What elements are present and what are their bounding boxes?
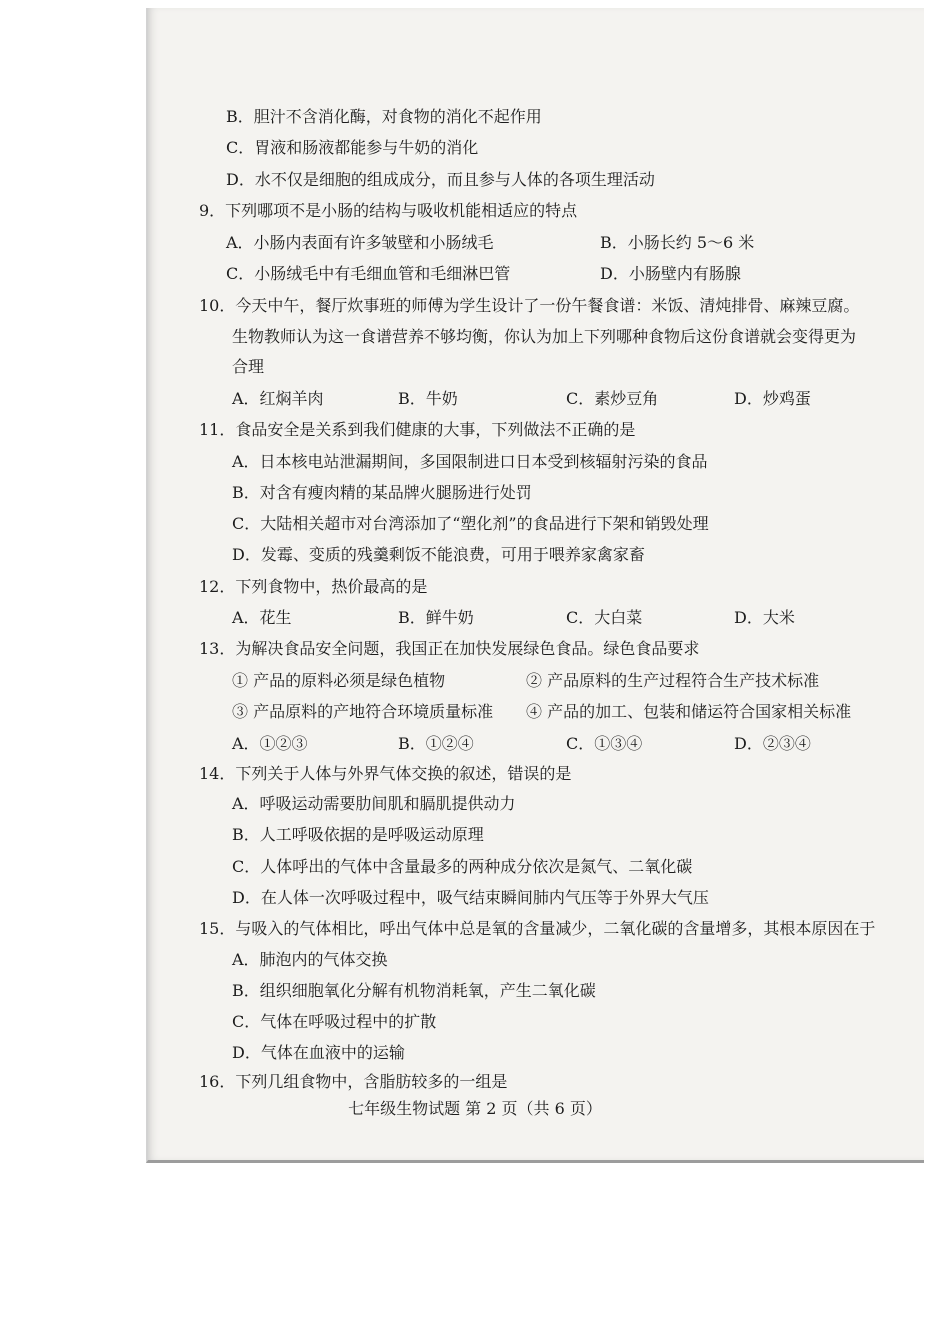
q14-option-a: A．呼吸运动需要肋间肌和膈肌提供动力 [232, 794, 516, 813]
q12-stem: 12．下列食物中，热价最高的是 [199, 577, 428, 596]
q11-stem: 11．食品安全是关系到我们健康的大事，下列做法不正确的是 [199, 420, 636, 439]
q15-option-a: A．肺泡内的气体交换 [232, 950, 388, 969]
page-footer: 七年级生物试题 第 2 页（共 6 页） [348, 1099, 602, 1118]
q8-option-b: B．胆汁不含消化酶，对食物的消化不起作用 [226, 107, 542, 126]
q13-option-b: B．①②④ [398, 734, 474, 753]
q15-option-b: B．组织细胞氧化分解有机物消耗氧，产生二氧化碳 [232, 981, 596, 1000]
q15-option-c: C．气体在呼吸过程中的扩散 [232, 1012, 437, 1031]
q12-option-d: D．大米 [734, 608, 795, 627]
q15-option-d: D．气体在血液中的运输 [232, 1043, 405, 1062]
q14-option-d: D．在人体一次呼吸过程中，吸气结束瞬间肺内气压等于外界大气压 [232, 888, 709, 907]
q14-option-b: B．人工呼吸依据的是呼吸运动原理 [232, 825, 484, 844]
q12-option-a: A．花生 [232, 608, 292, 627]
q14-stem: 14．下列关于人体与外界气体交换的叙述，错误的是 [199, 764, 572, 783]
q10-option-c: C．素炒豆角 [566, 389, 659, 408]
q13-stem: 13．为解决食品安全问题，我国正在加快发展绿色食品。绿色食品要求 [199, 639, 700, 658]
q10-stem-line3: 合理 [232, 357, 265, 376]
q9-option-b: B．小肠长约 5～6 米 [600, 233, 755, 252]
q9-stem: 9．下列哪项不是小肠的结构与吸收机能相适应的特点 [199, 201, 578, 220]
q11-option-b: B．对含有瘦肉精的某品牌火腿肠进行处罚 [232, 483, 532, 502]
q10-stem-line2: 生物教师认为这一食谱营养不够均衡，你认为加上下列哪种食物后这份食谱就会变得更为 [232, 327, 857, 346]
q14-option-c: C．人体呼出的气体中含量最多的两种成分依次是氮气、二氧化碳 [232, 857, 693, 876]
q15-stem: 15．与吸入的气体相比，呼出气体中总是氧的含量减少，二氧化碳的含量增多，其根本原因在于 [199, 919, 876, 938]
q13-statement-1: ① 产品的原料必须是绿色植物 [232, 671, 446, 690]
q8-option-d: D．水不仅是细胞的组成成分，而且参与人体的各项生理活动 [226, 170, 655, 189]
q9-option-a: A．小肠内表面有许多皱壁和小肠绒毛 [226, 233, 494, 252]
q12-option-b: B．鲜牛奶 [398, 608, 474, 627]
q10-option-b: B．牛奶 [398, 389, 458, 408]
q16-stem: 16．下列几组食物中，含脂肪较多的一组是 [199, 1072, 508, 1091]
q13-statement-2: ② 产品原料的生产过程符合生产技术标准 [526, 671, 820, 690]
q10-option-d: D．炒鸡蛋 [734, 389, 811, 408]
q10-option-a: A．红焖羊肉 [232, 389, 324, 408]
q11-option-c: C．大陆相关超市对台湾添加了“塑化剂”的食品进行下架和销毁处理 [232, 514, 709, 533]
q12-option-c: C．大白菜 [566, 608, 643, 627]
q9-option-c: C．小肠绒毛中有毛细血管和毛细淋巴管 [226, 264, 511, 283]
q11-option-d: D．发霉、变质的残羹剩饭不能浪费，可用于喂养家禽家畜 [232, 545, 645, 564]
q13-statement-4: ④ 产品的加工、包装和储运符合国家相关标准 [526, 702, 852, 721]
q13-option-a: A．①②③ [232, 734, 308, 753]
q13-statement-3: ③ 产品原料的产地符合环境质量标准 [232, 702, 494, 721]
q9-option-d: D．小肠壁内有肠腺 [600, 264, 741, 283]
q13-option-c: C．①③④ [566, 734, 643, 753]
q8-option-c: C．胃液和肠液都能参与牛奶的消化 [226, 138, 479, 157]
q10-stem-line1: 10．今天中午，餐厅炊事班的师傅为学生设计了一份午餐食谱：米饭、清炖排骨、麻辣豆腐。 [199, 296, 860, 315]
q13-option-d: D．②③④ [734, 734, 811, 753]
q11-option-a: A．日本核电站泄漏期间，多国限制进口日本受到核辐射污染的食品 [232, 452, 708, 471]
